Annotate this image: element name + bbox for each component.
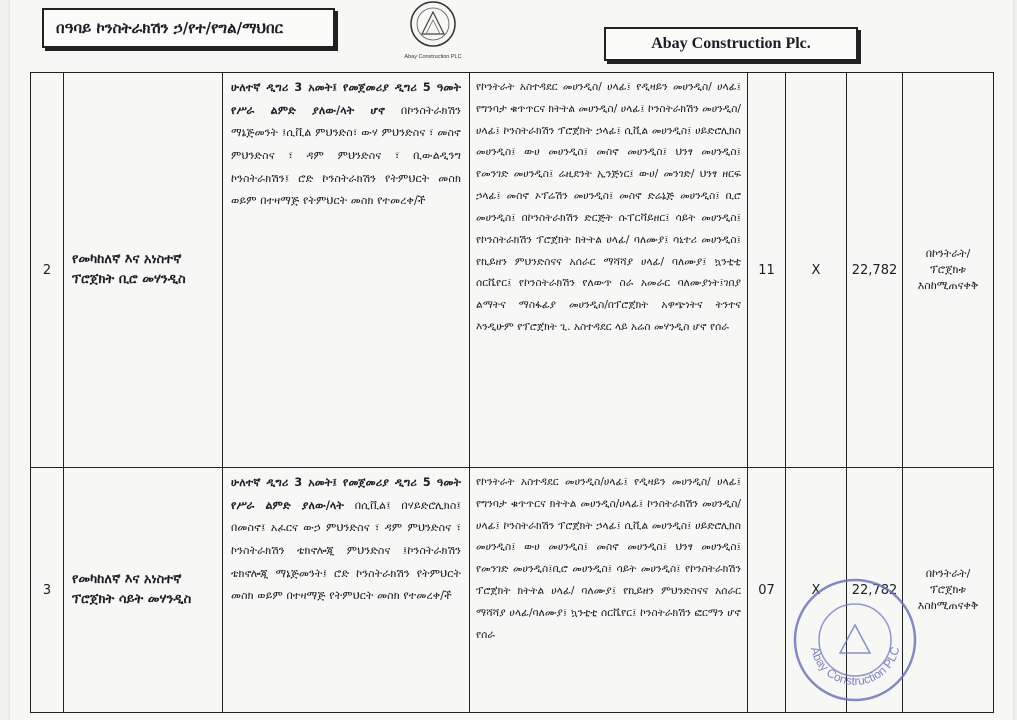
mark-cell: X xyxy=(786,73,847,468)
row-number: 2 xyxy=(31,73,64,468)
qualification-text: በሲቪል፤ በሃይድሮሊክስ፤ በመስኖ፤ አፈርና ውኃ ምህንድስና ፣ ዳም ምህንድስና ፣ ኮንስትራክሽን ቴክኖሎጂ ምህንድስና ፤ኮንስትራክሽን ቴክኖሎጂ ማኔጅመንት፤ ሮድ ኮንስትራክሽን የትምህርት መስክ ወይም በተዛማጅ የትምህርት መስክ የተመረቀ/ች xyxy=(231,498,461,603)
company-english-name: Abay Construction Plc. xyxy=(651,35,811,52)
header-company-amharic xyxy=(42,8,335,48)
table-row xyxy=(31,73,994,468)
qualification-bold: ሁለተኛ ዲግሪ 3 አመት፤ የመጀመሪያ ዲግሪ 5 ዓመት የሥራ ልምድ ያለው/ላት ሆኖ xyxy=(231,81,461,117)
qualification-cell xyxy=(223,73,470,468)
qualification-cell xyxy=(223,468,470,713)
mark-cell: X xyxy=(786,468,847,713)
logo-text: Abay Construction PLC xyxy=(404,54,462,60)
company-stamp xyxy=(790,575,920,705)
qualification-text: በኮንስትራክሽን ማኔጅመንት ፤ሲቪል ምህንድስ፣ ውሃ ምህንድስና ፣ መስኖ ምህንድስና ፣ ዳም ምህንድስና ፣ ቢውልዲንግ ኮንስትራክሽን፤ ሮድ ኮንስትራክሽን የትምህርት መስክ ወይም በተዛማጅ የትምህርት መስክ የተመረቀ/ች xyxy=(231,103,461,208)
header-company-english xyxy=(604,27,858,61)
stamp-text: Abay Construction PLC xyxy=(807,645,903,689)
svg-text:Abay Construction PLC xyxy=(808,645,903,688)
quantity-cell: 07 xyxy=(748,468,786,713)
employment-type-cell: በኮንትራት/ ፕሮጀክቱ እስከሚጠናቀቅ xyxy=(903,73,994,468)
salary-cell: 22,782 xyxy=(847,468,903,713)
salary-cell: 22,782 xyxy=(847,73,903,468)
experience-cell: የኮንትራት አስተዳደር መሀንዲስ/ሀላፊ፤ የዲዛይን መሀንዲስ/ ሀላፊ፤ የግንባታ ቁጥጥርና ክትትል መሀንዲስ/ሀላፊ፤ ኮንስትራክሽን መሀንዲስ/ ሀላፊ፤ ኮንስትራክሽን ፕሮጀክት ኃላፊ፤ ሲቪል መሀንዲስ፤ ሀይድሮሊክስ መሀንዲስ፤ ውሀ መሀንዲስ፤ መስኖ መሀንዲስ፤ ህንፃ መሀንዲስ፤ የመንገድ መሀንዲስ፤ቢሮ መሀንዲስ፤ ሳይት መሀንዲስ፤ የኮንስትራክሽን ፕሮጀክት ክትትል ሀላፊ/ ባለሙያ፤ የኪይዘን ምህንድስናና አሰራር ማሻሻያ ሀላፊ/ባለሙያ፤ ኳንቲቲ ሰርቬየር፤ ኮንስትራክሽን ፎርማን ሆኖ የሰራ xyxy=(470,468,748,713)
company-logo xyxy=(404,0,462,62)
position-title: የመካከለኛ እና አነስተኛ ፕሮጀክት ሳይት መሃንዲስ xyxy=(64,468,223,713)
experience-cell: የኮንትራት አስተዳደር መሀንዲስ/ ሀላፊ፤ የዲዛይን መሀንዲስ/ ሀላፊ፤ የግንባታ ቁጥጥርና ክትትል መሀንዲስ/ ሀላፊ፤ ኮንስትራክሽን መሀንዲስ/ሀላፊ፤ ኮንስትራክሽን ፕሮጀክት ኃላፊ፤ ሲቪል መሀንዲስ፤ ሀይድሮሊክስ መሀንዲስ፤ ውሀ መሀንዲስ፤ መስኖ መሀንዲስ፤ ህንፃ መሀንዲስ፤ የመንገድ መሀንዲስ፤ ሬዚደንት ኢንጅነር፤ ውሀ/ መንገድ/ ህንፃ ዘርፍ ኃላፊ፤ መስኖ ኦፕሬሽን መሀንዲስ፤ መስኖ ድሬኔጅ መሀንዲስ፤ ቢሮ መሀንዲስ፤ በኮንስትራክሽን ድርጅት ሱፐርቫይዘር፤ ሳይት መሀንዲስ፤ የኮንስትራክሽን ፕሮጀክት ክትትል ሀላፊ/ ባለሙያ፤ ሳኒተሪ መሀንዲስ፤ የኪይዘን ምህንድስናና አሰራር ማሻሻያ ሀላፊ/ ባለሙያ፤ ኳንቲቲ ሰርቬየር፤ የኮንስትራክሽን የለውጥ ስራ አመራር ባለሙያነት፤ገበያ ልማትና ማስፋፊያ መሀንዲስ/በፕሮጀክት አዋጭነትና ትንተና እንዲሁም የፕሮጀክት ጊ. አስተዳደር ላይ አሬስ መሃንዲስ ሆኖ የሰራ xyxy=(470,73,748,468)
employment-type-cell: በኮንትራት/ ፕሮጀክቱ እስከሚጠናቀቅ xyxy=(903,468,994,713)
row-number: 3 xyxy=(31,468,64,713)
qualification-bold: ሁለተኛ ዲግሪ 3 አመት፤ የመጀመሪያ ዲግሪ 5 ዓመት የሥራ ልምድ ያለው/ላት xyxy=(231,476,461,512)
quantity-cell: 11 xyxy=(748,73,786,468)
position-title: የመካከለኛ እና አነስተኛ ፕሮጀክት ቢሮ መሃንዲስ xyxy=(64,73,223,468)
company-amharic-name: በዓባይ ኮንስትራክሽን ኃ/የተ/የግል/ማህበር xyxy=(56,19,283,37)
